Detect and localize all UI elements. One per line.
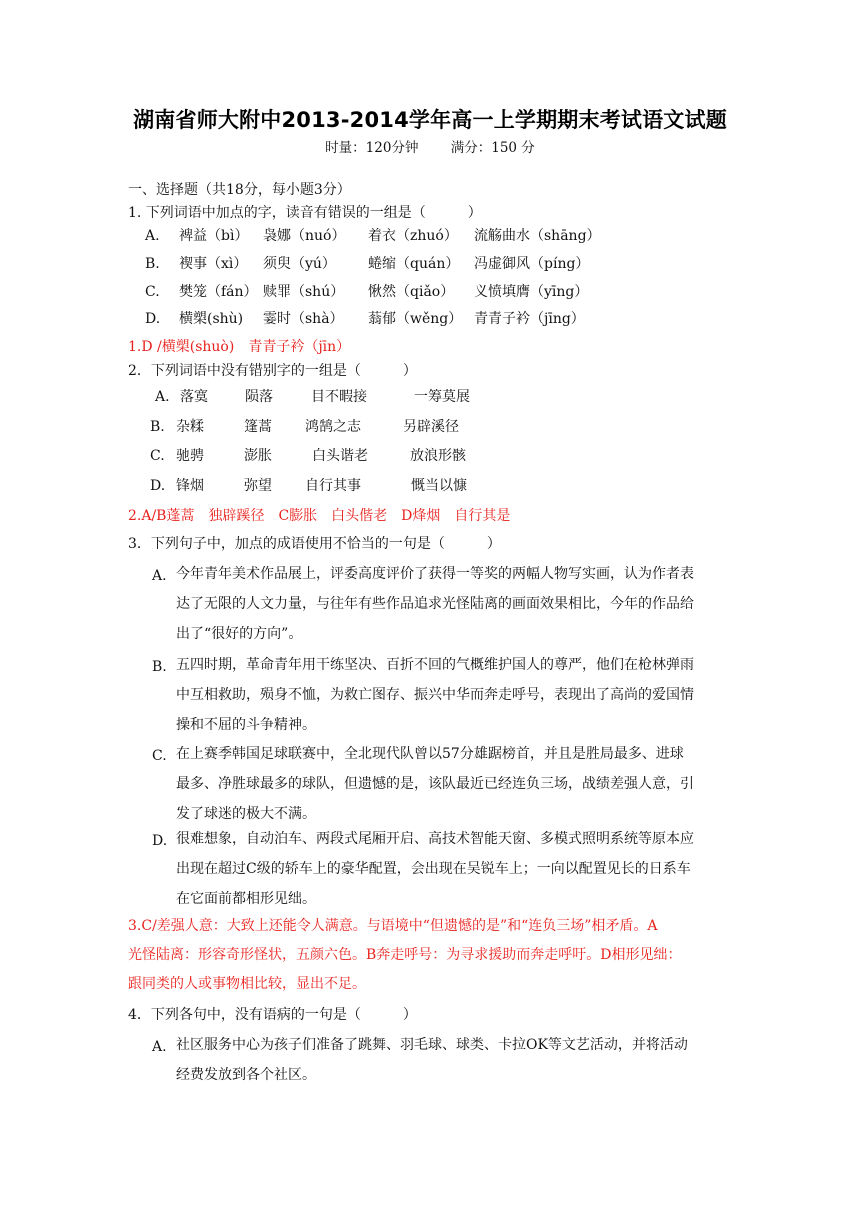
text-line: 最多、净胜球最多的球队，但遗憾的是，该队最近已经连负三场，战绩差强人意，引 bbox=[176, 776, 694, 792]
text-line: 今年青年美术作品展上，评委高度评价了获得一等奖的两幅人物写实画，认为作者表 bbox=[176, 566, 694, 582]
time-label: 时量：120分钟 bbox=[325, 140, 419, 156]
option-term: 袅娜（nuó） bbox=[263, 228, 346, 244]
option-key: C. bbox=[145, 284, 160, 300]
text-line: 光怪陆离：形容奇形怪状，五颜六色。B奔走呼号：为寻求援助而奔走呼吁。D相形见绌： bbox=[128, 947, 682, 963]
option-key: A. bbox=[145, 228, 160, 244]
q3-option-b-key: B. bbox=[152, 659, 167, 675]
q1-answer: 1.D /横槊(shuò) 青青子衿（jīn） bbox=[128, 339, 351, 355]
option-term: 篷蒿 bbox=[244, 419, 272, 435]
question-2-stem: 2．下列词语中没有错别字的一组是（ ） bbox=[128, 363, 417, 379]
text-line: 社区服务中心为孩子们准备了跳舞、羽毛球、球类、卡拉OK等文艺活动，并将活动 bbox=[176, 1037, 688, 1053]
text-line: 经费发放到各个社区。 bbox=[176, 1067, 316, 1083]
q2-option-b bbox=[150, 416, 459, 438]
option-key: A. bbox=[155, 389, 170, 405]
q3-option-d-key: D. bbox=[152, 833, 168, 849]
q3-option-c-text bbox=[176, 739, 756, 829]
q1-option-c bbox=[145, 281, 588, 303]
q3-answer bbox=[128, 912, 738, 999]
text-line: 出了“很好的方向”。 bbox=[176, 626, 303, 642]
option-term: 青青子衿（jīng） bbox=[474, 311, 585, 327]
q3-option-b-text bbox=[176, 650, 756, 740]
q2-answer: 2.A/B蓬蒿 独辟蹊径 C膨胀 白头偕老 D烽烟 自行其是 bbox=[128, 508, 511, 524]
option-term: 驰骋 bbox=[176, 448, 204, 464]
q3-option-a-key: A. bbox=[152, 568, 167, 584]
option-term: 弥望 bbox=[244, 478, 272, 494]
option-key: D. bbox=[145, 311, 161, 327]
option-term: 横槊(shù) bbox=[179, 311, 244, 327]
text-line: 在它面前都相形见绌。 bbox=[176, 891, 316, 907]
exam-info bbox=[0, 136, 860, 156]
option-key: C. bbox=[150, 448, 165, 464]
text-line: 出现在超过C级的轿车上的豪华配置，会出现在吴锐车上；一向以配置见长的日系车 bbox=[176, 861, 691, 877]
option-key: D. bbox=[150, 478, 166, 494]
q2-option-c bbox=[150, 445, 466, 467]
q3-option-a-text bbox=[176, 559, 756, 649]
option-term: 霎时（shà） bbox=[263, 311, 344, 327]
question-1-stem: 1. 下列词语中加点的字，读音有错误的一组是（ ） bbox=[128, 205, 482, 221]
option-term: 赎罪（shú） bbox=[263, 284, 345, 300]
option-term: 锋烟 bbox=[176, 478, 204, 494]
text-line: 达了无限的人文力量，与往年有些作品追求光怪陆离的画面效果相比，今年的作品给 bbox=[176, 596, 694, 612]
text-line: 发了球迷的极大不满。 bbox=[176, 806, 316, 822]
option-term: 慨当以慷 bbox=[411, 478, 467, 494]
text-line: 在上赛季韩国足球联赛中，全北现代队曾以57分雄踞榜首，并且是胜局最多、进球 bbox=[176, 746, 684, 762]
q1-option-a bbox=[145, 225, 601, 247]
option-term: 冯虚御风（píng） bbox=[474, 256, 590, 272]
page-title: 湖南省师大附中2013-2014学年高一上学期期末考试语文试题 bbox=[133, 108, 727, 132]
option-term: 蜷缩（quán） bbox=[368, 256, 460, 272]
text-line: 五四时期，革命青年用干练坚决、百折不回的气概维护国人的尊严，他们在枪林弹雨 bbox=[176, 657, 694, 673]
question-3-stem: 3．下列句子中，加点的成语使用不恰当的一句是（ ） bbox=[128, 536, 501, 552]
option-term: 杂糅 bbox=[176, 419, 204, 435]
q4-option-a-text bbox=[176, 1030, 756, 1090]
option-term: 愀然（qiǎo） bbox=[368, 284, 455, 300]
option-term: 褉事（xì） bbox=[179, 256, 248, 272]
option-term: 陨落 bbox=[245, 389, 273, 405]
q1-option-b bbox=[145, 253, 589, 275]
option-term: 须臾（yú） bbox=[263, 256, 336, 272]
q2-option-a bbox=[155, 386, 470, 408]
option-term: 自行其事 bbox=[305, 478, 361, 494]
question-4-stem: 4．下列各句中，没有语病的一句是（ ） bbox=[128, 1007, 417, 1023]
option-term: 义愤填膺（yīng） bbox=[474, 284, 589, 300]
q4-option-a-key: A. bbox=[152, 1039, 167, 1055]
option-term: 澎胀 bbox=[244, 448, 272, 464]
option-term: 着衣（zhuó） bbox=[368, 228, 458, 244]
option-term: 流觞曲水（shāng） bbox=[474, 228, 601, 244]
option-term: 落寞 bbox=[180, 389, 208, 405]
option-term: 一筹莫展 bbox=[414, 389, 470, 405]
option-term: 蓊郁（wěng） bbox=[368, 311, 463, 327]
q1-option-d bbox=[145, 308, 585, 330]
option-term: 另辟溪径 bbox=[403, 419, 459, 435]
q3-option-c-key: C. bbox=[152, 748, 167, 764]
option-term: 放浪形骸 bbox=[410, 448, 466, 464]
option-key: B. bbox=[145, 256, 160, 272]
option-key: B. bbox=[150, 419, 165, 435]
option-term: 裨益（bì） bbox=[179, 228, 249, 244]
text-line: 3.C/差强人意：大致上还能令人满意。与语境中“但遗憾的是”和“连负三场”相矛盾。A bbox=[128, 918, 658, 934]
q2-option-d bbox=[150, 475, 467, 497]
section-heading: 一、选择题（共18分，每小题3分） bbox=[128, 182, 351, 198]
text-line: 很难想象，自动泊车、两段式尾厢开启、高技术智能天窗、多模式照明系统等原本应 bbox=[176, 831, 694, 847]
q3-option-d-text bbox=[176, 824, 756, 914]
option-term: 樊笼（fán） bbox=[179, 284, 258, 300]
text-line: 中互相救助，殒身不恤，为救亡图存、振兴中华而奔走呼号，表现出了高尚的爱国情 bbox=[176, 687, 694, 703]
score-label: 满分：150 分 bbox=[450, 140, 535, 156]
text-line: 操和不屈的斗争精神。 bbox=[176, 717, 316, 733]
option-term: 目不暇接 bbox=[311, 389, 367, 405]
option-term: 白头谐老 bbox=[312, 448, 368, 464]
text-line: 跟同类的人或事物相比较，显出不足。 bbox=[128, 976, 366, 992]
option-term: 鸿鹄之志 bbox=[305, 419, 361, 435]
